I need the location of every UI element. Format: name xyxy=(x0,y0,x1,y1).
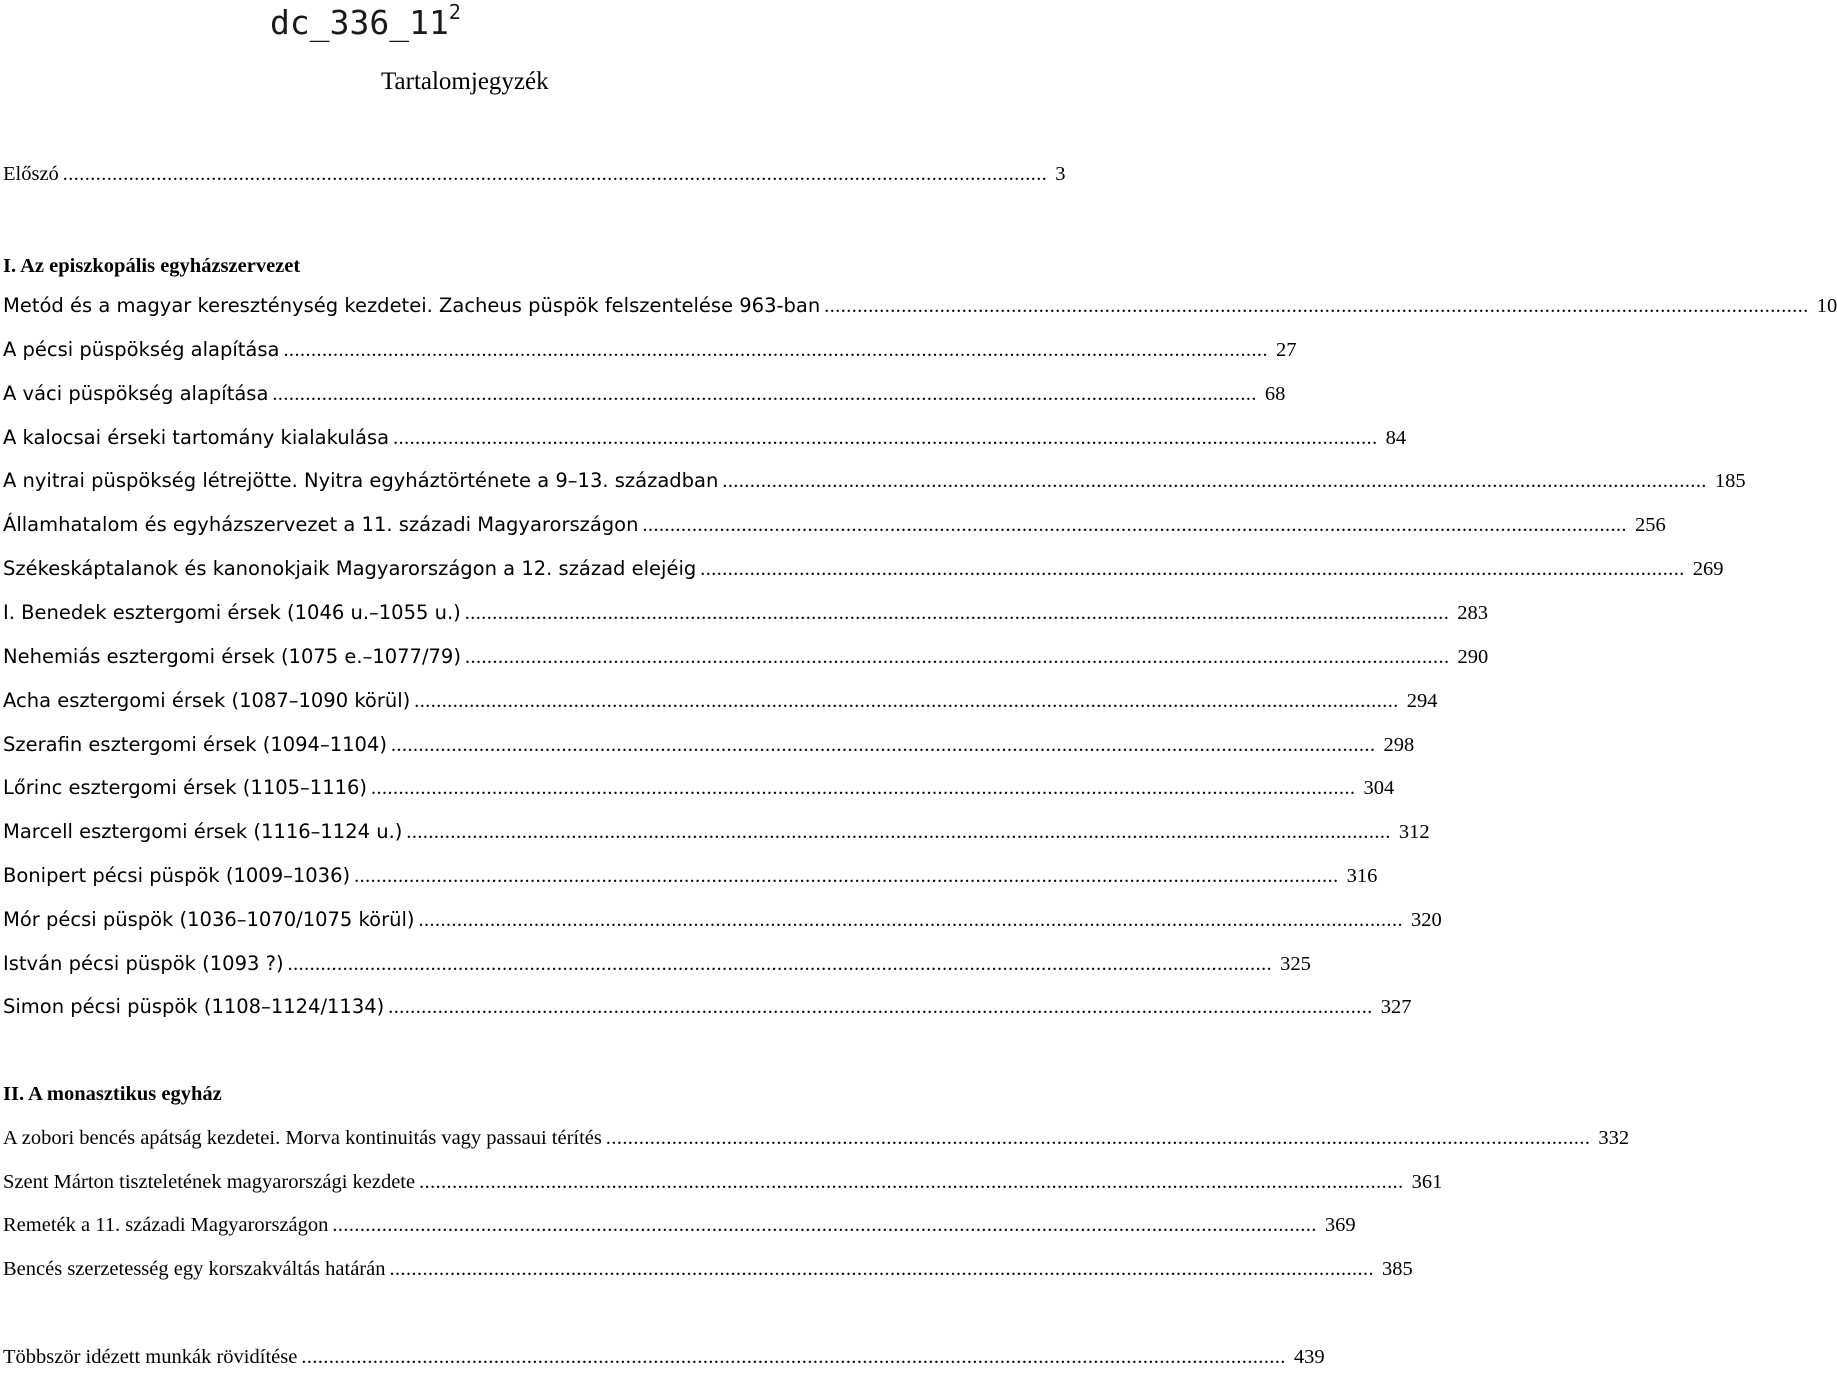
toc-entry[interactable] xyxy=(3,469,1746,503)
dot-leader: ................................................................................................................................................................................... xyxy=(824,295,1809,317)
toc-entry-label: Acha esztergomi érsek (1087–1090 körül) xyxy=(3,689,411,712)
toc-entry[interactable] xyxy=(3,601,1489,635)
page-title: Tartalomjegyzék xyxy=(381,68,549,95)
toc-entry[interactable] xyxy=(3,1258,1413,1292)
toc-entry[interactable] xyxy=(3,338,1297,372)
toc-entry-page: 316 xyxy=(1346,865,1378,887)
dot-leader: ................................................................................................................................................................................... xyxy=(389,1258,1374,1280)
dot-leader: ................................................................................................................................................................................... xyxy=(418,909,1403,931)
toc-entry[interactable] xyxy=(3,1127,1630,1161)
dot-leader: ................................................................................................................................................................................... xyxy=(393,427,1378,449)
toc-entry-page: 439 xyxy=(1293,1346,1325,1368)
toc-entry-page: 256 xyxy=(1634,514,1666,536)
dot-leader: ................................................................................................................................................................................... xyxy=(62,163,1048,185)
toc-entry-page: 10 xyxy=(1816,295,1837,317)
toc-entry-label: István pécsi püspök (1093 ?) xyxy=(3,952,284,975)
document-id: $dc\_336\_11^2$ xyxy=(270,0,461,42)
toc-entry-page: 84 xyxy=(1385,427,1407,449)
toc-entry-label: A kalocsai érseki tartomány kialakulása xyxy=(3,426,390,449)
dot-leader: ................................................................................................................................................................................... xyxy=(464,602,1450,624)
toc-entry-label: A pécsi püspökség alapítása xyxy=(3,338,280,361)
toc-entry-label: A zobori bencés apátság kezdetei. Morva kontinuitás vagy passaui térítés xyxy=(3,1127,602,1149)
toc-entry-label: Metód és a magyar kereszténység kezdetei. Zacheus püspök felszentelése 963-ban xyxy=(3,294,821,317)
toc-entry-label: Szent Márton tiszteletének magyarországi kezdete xyxy=(3,1171,416,1193)
dot-leader: ................................................................................................................................................................................... xyxy=(605,1127,1591,1149)
toc-entry-label: Bencés szerzetesség egy korszakváltás határán xyxy=(3,1258,386,1280)
dot-leader: ................................................................................................................................................................................... xyxy=(272,383,1257,405)
toc-entry[interactable] xyxy=(3,557,1724,591)
toc-entry[interactable] xyxy=(3,426,1407,460)
toc-entry[interactable] xyxy=(3,1171,1443,1205)
toc-entry-page: 269 xyxy=(1692,558,1724,580)
dot-leader: ................................................................................................................................................................................... xyxy=(700,558,1685,580)
toc-entry-label: Simon pécsi püspök (1108–1124/1134) xyxy=(3,995,385,1018)
toc-entry[interactable] xyxy=(3,908,1442,942)
toc-entry-label: I. Benedek esztergomi érsek (1046 u.–1055 u.) xyxy=(3,601,461,624)
toc-entry-page: 3 xyxy=(1055,163,1066,185)
toc-entry-label: Bonipert pécsi püspök (1009–1036) xyxy=(3,864,351,887)
toc-entry-label: Marcell esztergomi érsek (1116–1124 u.) xyxy=(3,820,403,843)
dot-leader: ................................................................................................................................................................................... xyxy=(283,339,1268,361)
toc-entry[interactable] xyxy=(3,864,1378,898)
toc-entry[interactable] xyxy=(3,1214,1356,1248)
dot-leader: ................................................................................................................................................................................... xyxy=(642,514,1627,536)
toc-entry[interactable] xyxy=(3,382,1286,416)
dot-leader: ................................................................................................................................................................................... xyxy=(354,865,1339,887)
toc-entry-label: A nyitrai püspökség létrejötte. Nyitra egyháztörténete a 9–13. században xyxy=(3,469,719,492)
toc-entry-page: 290 xyxy=(1457,646,1489,668)
toc-entry[interactable] xyxy=(3,645,1489,679)
dot-leader: ................................................................................................................................................................................... xyxy=(722,470,1707,492)
toc-entry-label: Mór pécsi püspök (1036–1070/1075 körül) xyxy=(3,908,415,931)
toc-entry-label: Többször idézett munkák rövidítése xyxy=(3,1346,298,1368)
dot-leader: ................................................................................................................................................................................... xyxy=(464,646,1450,668)
toc-entry-page: 68 xyxy=(1264,383,1286,405)
toc-entry-page: 332 xyxy=(1598,1127,1630,1149)
toc-entry-page: 185 xyxy=(1714,470,1746,492)
toc-entry-page: 325 xyxy=(1280,953,1311,975)
toc-entry-page: 369 xyxy=(1324,1214,1356,1236)
toc-entry-page: 294 xyxy=(1406,690,1438,712)
section-heading-1: I. Az episzkopális egyházszervezet xyxy=(3,255,301,277)
toc-entry-label: Szerafin esztergomi érsek (1094–1104) xyxy=(3,733,387,756)
toc-entry-label: A váci püspökség alapítása xyxy=(3,382,269,405)
toc-entry-page: 304 xyxy=(1363,777,1395,799)
toc-entry-label: Lőrinc esztergomi érsek (1105–1116) xyxy=(3,776,368,799)
dot-leader: ................................................................................................................................................................................... xyxy=(287,953,1273,975)
toc-entry-label: Előszó xyxy=(3,163,59,185)
dot-leader: ................................................................................................................................................................................... xyxy=(332,1214,1317,1236)
toc-entry-label: Nehemiás esztergomi érsek (1075 e.–1077/79) xyxy=(3,645,461,668)
toc-entry-page: 320 xyxy=(1410,909,1442,931)
dot-leader: ................................................................................................................................................................................... xyxy=(419,1171,1404,1193)
toc-entry-page: 312 xyxy=(1398,821,1430,843)
toc-entry-page: 283 xyxy=(1457,602,1489,624)
toc-entry-label: Székeskáptalanok és kanonokjaik Magyarországon a 12. század elejéig xyxy=(3,557,697,580)
toc-entry-page: 27 xyxy=(1275,339,1297,361)
toc-entry-label: Remeték a 11. századi Magyarországon xyxy=(3,1214,329,1236)
toc-entry-page: 298 xyxy=(1383,734,1415,756)
toc-entry-preface[interactable] xyxy=(3,163,1066,197)
toc-entry[interactable] xyxy=(3,820,1430,854)
toc-entry-page: 361 xyxy=(1411,1171,1443,1193)
toc-entry-abbreviations[interactable] xyxy=(3,1346,1325,1380)
toc-entry-label: Államhatalom és egyházszervezet a 11. századi Magyarországon xyxy=(3,513,639,536)
toc-entry[interactable] xyxy=(3,733,1415,767)
dot-leader: ................................................................................................................................................................................... xyxy=(301,1346,1286,1368)
dot-leader: ................................................................................................................................................................................... xyxy=(414,690,1399,712)
toc-entry[interactable] xyxy=(3,294,1837,328)
toc-entry-page: 327 xyxy=(1380,996,1412,1018)
toc-entry[interactable] xyxy=(3,513,1666,547)
dot-leader: ................................................................................................................................................................................... xyxy=(371,777,1356,799)
toc-entry[interactable] xyxy=(3,995,1412,1029)
dot-leader: ................................................................................................................................................................................... xyxy=(406,821,1391,843)
toc-entry-page: 385 xyxy=(1381,1258,1413,1280)
section-heading-2: II. A monasztikus egyház xyxy=(3,1083,222,1105)
dot-leader: ................................................................................................................................................................................... xyxy=(388,996,1373,1018)
toc-entry[interactable] xyxy=(3,776,1395,810)
toc-entry[interactable] xyxy=(3,689,1438,723)
toc-entry[interactable] xyxy=(3,952,1311,986)
dot-leader: ................................................................................................................................................................................... xyxy=(390,734,1376,756)
